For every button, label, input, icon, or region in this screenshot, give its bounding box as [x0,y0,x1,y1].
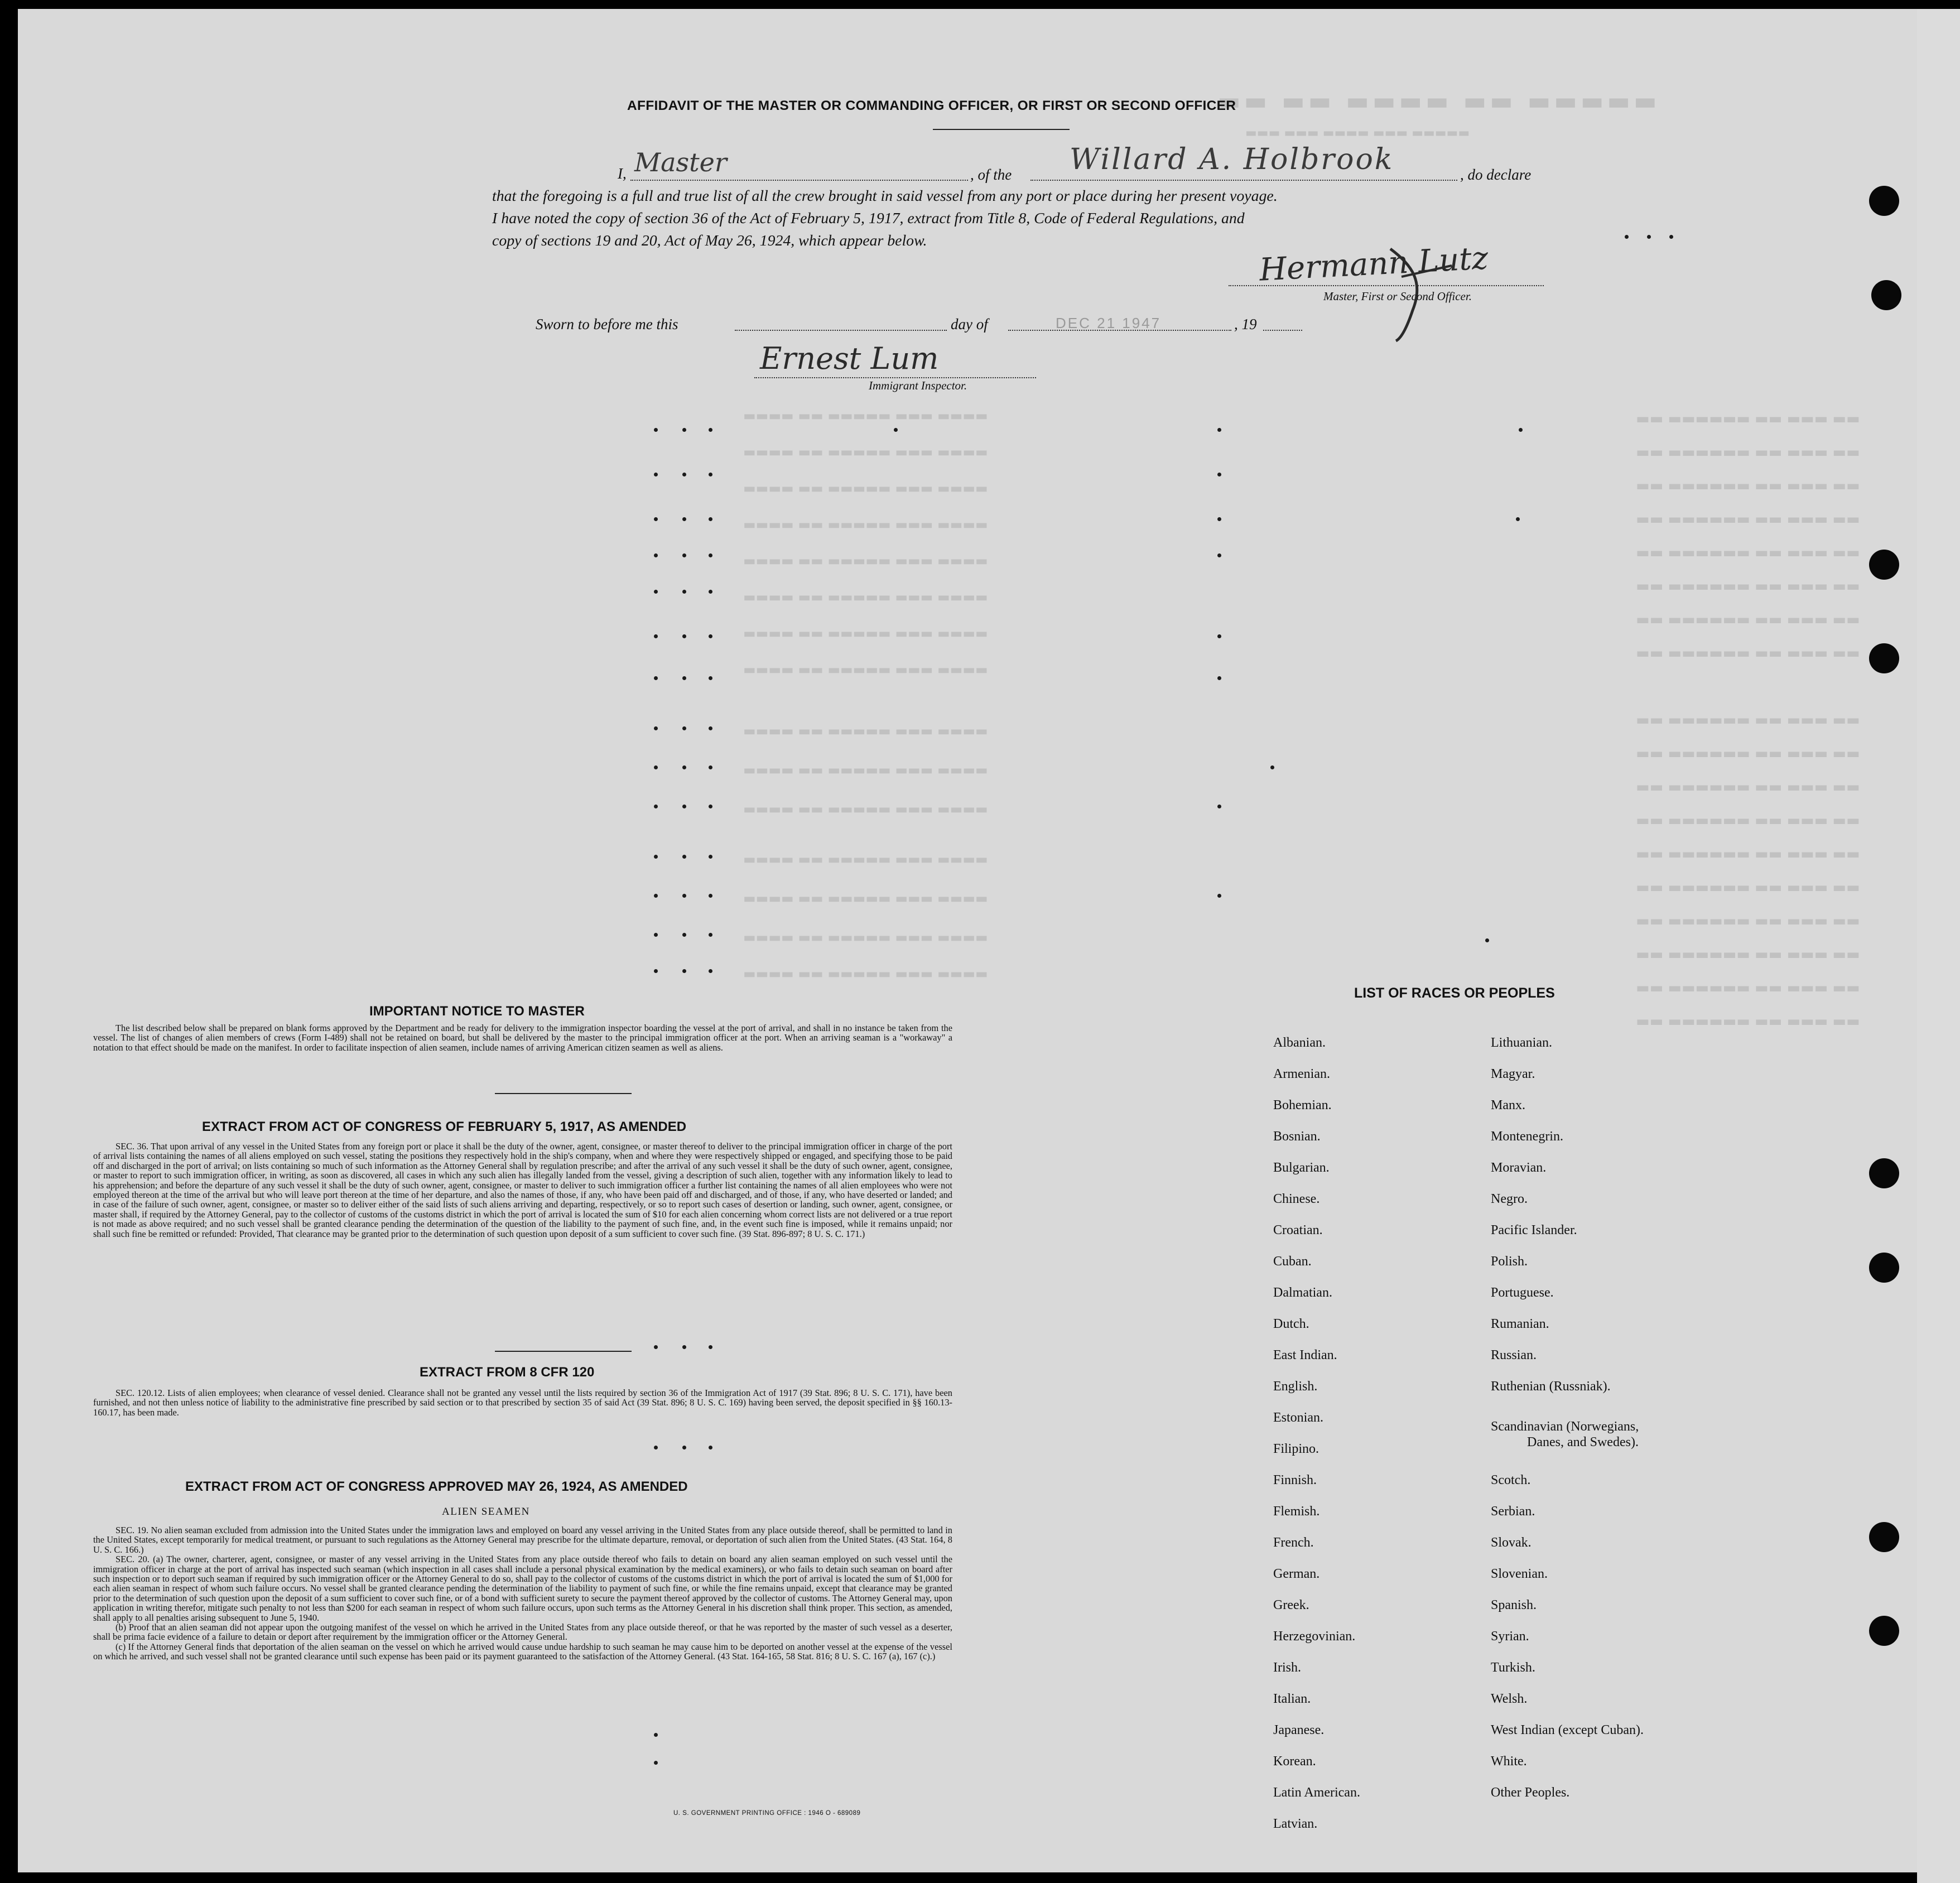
race-item: Russian. [1491,1348,1537,1362]
race-item: Lithuanian. [1491,1036,1552,1050]
master-signature-caption: Master, First or Second Officer. [1323,290,1472,303]
race-item: Portuguese. [1491,1285,1554,1300]
date-stamp: DEC 21 1947 [1056,315,1162,331]
cfr-body [93,1388,952,1417]
sec-120-12-text: SEC. 120.12. Lists of alien employees; when clearance of vessel denied. Clearance shall not be granted any vessel until the lists required by section 36 of the Immigration Act of 1917 (39 Stat. 896; 8 U. S. C. 171), have been furnished, and not then unless notice of liability to the administrative fine prescribed by said section or to that prescribed by section 35 of said Act (39 Stat. 896; 8 U. S. C. 169) having been served, the deposit specified in §§ 160.13-160.17, has been made. [93,1388,952,1418]
race-item: Polish. [1491,1254,1528,1269]
do-declare-label: , do declare [1460,166,1532,183]
notice-title: IMPORTANT NOTICE TO MASTER [369,1004,585,1019]
i-label: I, [618,165,627,182]
race-item: Filipino. [1273,1442,1319,1456]
race-item: Cuban. [1273,1254,1312,1269]
page-edge [1917,9,1960,1883]
race-item: Croatian. [1273,1223,1323,1237]
race-item: Korean. [1273,1754,1316,1769]
race-item: Scandinavian (Norwegians, [1491,1419,1639,1434]
sec-36-text: SEC. 36. That upon arrival of any vessel in the United States from any foreign port or place it shall be the duty of the owner, agent, consignee, or master thereof to deliver to the principal immigration officer in charge of the port of arrival lists containing the names of all aliens employed on such vessel, stating the positions they respectively hold in the ship's company, when and where they were respectively shipped or engaged, and specifying those to be paid off and discharged in the port of arrival; on lists containing so much of such information as the Attorney General shall by regulation prescribe; and after the arrival of any such vessel it shall be the duty of such owner, agent, consignee, or master to report to such immigration officer, in writing, as soon as discovered, all cases in which any such alien has illegally landed from the vessel, giving a description of such alien, together with any information likely to lead to his apprehension; and before the departure of any such vessel it shall be the duty of such owner, agent, consignee, or master to deliver to such immigration officer a further list containing the names of all alien employees who were not employed thereon at the time of the arrival but who will leave port thereon at the time of her departure, and also the names of those, if any, who have been paid off and discharged, and of those, if any, who have deserted or landed; and in case of the failure of such owner, agent, consignee, or master so to deliver either of the said lists of such aliens arriving and departing, respectively, or so to report such cases of desertion or landing, such owner, agent, consignee, or master shall, if required by the Attorney General, pay to the collector of customs of the customs district in which the port of arrival is located the sum of $10 for each alien concerning whom correct lists are not delivered or a true report is not made as above required; and no such vessel shall be granted clearance pending the determination of the question of the liability to the payment of such fine, and, in the event such fine is imposed, while it remains unpaid; nor shall such fine be remitted or refunded: Provided, That clearance may be granted prior to the determination of such question upon deposit of a sum sufficient to cover such fine. (39 Stat. 896-897; 8 U. S. C. 171.) [93,1141,952,1239]
year-line [1263,330,1302,331]
race-item: Serbian. [1491,1504,1535,1519]
race-item: Montenegrin. [1491,1129,1563,1144]
race-item: Manx. [1491,1098,1525,1113]
race-item: Spanish. [1491,1598,1537,1612]
race-item: East Indian. [1273,1348,1337,1362]
master-signature-line [1229,285,1544,286]
race-item: Armenian. [1273,1067,1330,1081]
races-title: LIST OF RACES OR PEOPLES [1354,985,1555,1001]
sworn-label: Sworn to before me this [536,316,678,333]
race-item: Welsh. [1491,1692,1528,1706]
extract-1917-body [93,1142,952,1239]
race-item: Scotch. [1491,1473,1531,1487]
race-item: Dutch. [1273,1317,1309,1331]
race-item: Pacific Islander. [1491,1223,1577,1237]
extract-1917-title: EXTRACT FROM ACT OF CONGRESS OF FEBRUARY 5, 1917, AS AMENDED [202,1119,687,1134]
race-item: Slovenian. [1491,1567,1548,1581]
race-item: Flemish. [1273,1504,1320,1519]
race-item: Estonian. [1273,1410,1323,1425]
race-item: Albanian. [1273,1036,1326,1050]
race-item: White. [1491,1754,1527,1769]
extract-1924-body [93,1525,952,1662]
race-item: Negro. [1491,1192,1528,1206]
sworn-day-line [735,330,947,331]
race-item: Greek. [1273,1598,1309,1612]
declaration-line-3: I have noted the copy of section 36 of the Act of February 5, 1917, extract from Title 8, Code of Federal Regulations, and [492,210,1245,227]
declaration-line-2: that the foregoing is a full and true list of all the crew brought in said vessel from any port or place during her present voyage. [492,187,1278,205]
document-page: ▬▬ ▬▬ ▬▬▬▬ ▬▬ ▬▬▬▬▬ ▬▬▬ ▬▬▬ ▬▬▬▬ ▬▬▬ ▬▬▬▬▬ ▬▬ ▬▬▬▬▬▬ ▬▬ ▬▬▬ ▬▬ ▬▬ ▬▬▬▬▬▬ ▬▬ ▬▬▬ ▬▬ ▬▬ ▬▬▬▬▬▬ ▬▬ ▬▬▬ ▬▬ ▬▬ ▬▬▬▬▬▬ ▬▬ ▬▬▬ ▬▬ ▬▬ ▬▬▬▬▬▬ ▬▬ ▬▬▬ ▬▬ ▬▬ ▬▬▬▬▬▬ ▬▬ ▬▬▬ ▬▬ ▬▬ ▬▬▬▬▬▬ ▬▬ ▬▬▬ ▬▬ ▬▬ ▬▬▬▬▬▬ ▬▬ ▬▬▬ ▬▬ ▬▬ ▬▬▬▬▬▬ ▬▬ ▬▬▬ ▬▬ ▬▬ ▬▬▬▬▬▬ ▬▬ ▬▬▬ ▬▬ ▬▬ ▬▬▬▬▬▬ ▬▬ ▬▬▬ ▬▬ ▬▬ ▬▬▬▬▬▬ ▬▬ ▬▬▬ ▬▬ ▬▬ ▬▬▬▬▬▬ ▬▬ ▬▬▬ ▬▬ ▬▬ ▬▬▬▬▬▬ ▬▬ ▬▬▬ ▬▬ ▬▬ ▬▬▬▬▬▬ ▬▬ ▬▬▬ ▬▬ ▬▬ ▬▬▬▬▬▬ ▬▬ ▬▬▬ ▬▬ ▬▬ ▬▬▬▬▬▬ ▬▬ ▬▬▬ ▬▬ ▬▬ ▬▬▬▬▬▬ ▬▬ ▬▬▬ ▬▬ ▬▬▬▬ ▬▬ ▬▬▬▬▬ ▬▬▬ ▬▬▬▬ ▬▬▬▬ ▬▬ ▬▬▬▬▬ ▬▬▬ ▬▬▬▬ ▬▬▬▬ ▬▬ ▬▬▬▬▬ ▬▬▬ ▬▬▬▬ ▬▬▬▬ ▬▬ ▬▬▬▬▬ ▬▬▬ ▬▬▬▬ ▬▬▬▬ ▬▬ ▬▬▬▬▬ ▬▬▬ ▬▬▬▬ ▬▬▬▬ ▬▬ ▬▬▬▬▬ ▬▬▬ ▬▬▬▬ ▬▬▬▬ ▬▬ ▬▬▬▬▬ ▬▬▬ ▬▬▬▬ ▬▬▬▬ ▬▬ ▬▬▬▬▬ ▬▬▬ ▬▬▬▬ ▬▬▬▬ ▬▬ ▬▬▬▬▬ ▬▬▬ ▬▬▬▬ ▬▬▬▬ ▬▬ ▬▬▬▬▬ ▬▬▬ ▬▬▬▬ ▬▬▬▬ ▬▬ ▬▬▬▬▬ ▬▬▬ ▬▬▬▬ ▬▬▬▬ ▬▬ ▬▬▬▬▬ ▬▬▬ ▬▬▬▬ ▬▬▬▬ ▬▬ ▬▬▬▬▬ ▬▬▬ ▬▬▬▬ ▬▬▬▬ ▬▬ ▬▬▬▬▬ ▬▬▬ ▬▬▬▬ ▬▬▬▬ ▬▬ ▬▬▬▬▬ ▬▬▬ ▬▬▬▬ AFFIDAVIT OF THE MASTER OR COMMANDING OFFICER, OR FIRST OR SECOND OFFICER I, Master , of the Willard A. Holbrook , do declare that the foregoing is a full and true list of all the crew brought in said vessel from any port or place during her present voyage. I have noted the copy of section 36 of the Act of February 5, 1917, extract from Title 8, Code of Federal Regulations, and copy of sections 19 and 20, Act of May 26, 1924, which appear below. Hermann Lutz Master, First or Second Officer. Sworn to before me this day of DEC 21 1947 , 19 Ernest Lum Immigrant Inspector. IMPORTANT NOTICE TO MASTER The list described below shall be prepared on blank forms approved by the Department and be ready for delivery to the immigration inspector boarding the vessel at the port of arrival, and shall in no instance be taken from the vessel. The list of changes of alien members of crews (Form I-489) shall not be retained on board, but shall be delivered by the master to the principal immigration officer at the port. When an arriving seaman is a "workaway" a notation to that effect should be made on the manifest. In order to facilitate inspection of alien seamen, include names of arriving American citizen seamen as well as aliens. EXTRACT FROM ACT OF CONGRESS OF FEBRUARY 5, 1917, AS AMENDED SEC. 36. That upon arrival of any vessel in the United States from any foreign port or place it shall be the duty of the owner, agent, consignee, or master thereof to deliver to the principal immigration officer in charge of the port of arrival lists containing the names of all aliens employed on such vessel, stating the positions they respectively hold in the ship's company, when and where they were respectively shipped or engaged, and specifying those to be paid off and discharged in the port of arrival; on lists containing so much of such information as the Attorney General shall by regulation prescribe; and after the arrival of any such vessel it shall be the duty of such owner, agent, consignee, or master to report to such immigration officer, in writing, as soon as discovered, all cases in which any such alien has illegally landed from the vessel, giving a description of such alien, together with any information likely to lead to his apprehension; and before the departure of any such vessel it shall be the duty of such owner, agent, consignee, or master to deliver to such immigration officer a further list containing the names of all alien employees who were not employed thereon at the time of the arrival but who will leave port thereon at the time of her departure, and also the names of those, if any, who have been paid off and discharged, and of those, if any, who have deserted or landed; and in case of the failure of such owner, agent, consignee, or master so to deliver either of the said lists of such aliens arriving and departing, respectively, or so to report such cases of desertion or landing, such owner, agent, consignee, or master shall, if required by the Attorney General, pay to the collector of customs of the customs district in which the port of arrival is located the sum of $10 for each alien concerning whom correct lists are not delivered or a true report is not made as above required; and no such vessel shall be granted clearance pending the determination of the question of the liability to the payment of such fine, and, in the event such fine is imposed, while it remains unpaid; nor shall such fine be remitted or refunded: Provided, That clearance may be granted prior to the determination of such question upon deposit of a sum sufficient to cover such fine. (39 Stat. 896-897; 8 U. S. C. 171.) EXTRACT FROM 8 CFR 120 SEC. 120.12. Lists of alien employees; when clearance of vessel denied. Clearance shall not be granted any vessel until the lists required by section 36 of the Immigration Act of 1917 (39 Stat. 896; 8 U. S. C. 171), have been furnished, and not then unless notice of liability to the administrative fine prescribed by said section or to that prescribed by section 35 of said Act (39 Stat. 896; 8 U. S. C. 169) having been served, the deposit specified in §§ 160.13-160.17, has been made. EXTRACT FROM ACT OF CONGRESS APPROVED MAY 26, 1924, AS AMENDED ALIEN SEAMEN SEC. 19. No alien seaman excluded from admission into the United States under the immigration laws and employed on board any vessel arriving in the United States from any place outside thereof, shall be permitted to land in the United States, except temporarily for medical treatment, or pursuant to such regulations as the Attorney General may prescribe for the ultimate departure, removal, or deportation of such alien from the United States. (43 Stat. 164, 8 U. S. C. 166.) SEC. 20. (a) The owner, charterer, agent, consignee, or master of any vessel arriving in the United States from any place outside thereof who fails to detain on board any alien seaman employed on such vessel until the immigration officer in charge at the port of arrival has inspected such seaman (which inspection in all cases shall include a personal physical examination by the medical examiners), or who fails to detain such seaman on board after such inspection or to deport such seaman if required by such immigration officer or the Attorney General to do so, shall pay to the collector of customs of the customs district in which the port of arrival is located the sum of $1,000 for each alien seaman in respect of whom such failure occurs. No vessel shall be granted clearance pending the determination of the liability to payment of such fine, or while the fine remains unpaid, except that clearance may be granted prior to the determination of such question upon the deposit of a sum sufficient to cover such fine, or of a bond with sufficient surety to secure the payment thereof approved by the collector of customs. The Attorney General may, upon application in writing therefor, mitigate such penalty to not less than $200 for each seaman in respect of whom such failure occurs, upon such terms as the Attorney General in his discretion shall think proper. This section, as amended, shall apply to all penalties arising subsequent to June 5, 1940. (b) Proof that an alien seaman did not appear upon the outgoing manifest of the vessel on which he arrived in the United States from any place outside thereof, or that he was reported by the master of such vessel as a deserter, shall be prima facie evidence of a failure to detain or deport after requirement by the immigration officer or the Attorney General. (c) If the Attorney General finds that deportation of the alien seaman on the vessel on which he arrived would cause undue hardship to such seaman he may cause him to be deported on another vessel at the expense of the vessel on which he arrived, and such vessel shall not be granted clearance until such expense has been paid or its payment guaranteed to the satisfaction of the Attorney General. (43 Stat. 164-165, 58 Stat. 816; 8 U. S. C. 167 (a), 167 (c).) U. S. GOVERNMENT PRINTING OFFICE : 1946 O - 689089 LIST OF RACES OR PEOPLES Albanian. Armenian. Bohemian. Bosnian. Bulgarian. Chinese. Croatian. Cuban. Dalmatian. Dutch. East Indian. English. Estonian. Filipino. Finnish. Flemish. French. German. Greek. Herzegovinian. Irish. Italian. Japanese. Korean. Latin American. Latvian. Lithuanian. Magyar. Manx. Montenegrin. Moravian. Negro. Pacific Islander. Polish. Portuguese. Rumanian. Russian. Ruthenian (Russniak). Scandinavian (Norwegians, Danes, and Swedes). Scotch. Serbian. Slovak. Slovenian. Spanish. Syrian. Turkish. Welsh. West Indian (except Cuban). White. Other Peoples. [18,9,1917,1872]
declaration-line-4: copy of sections 19 and 20, Act of May 26, 1924, which appear below. [492,232,927,249]
race-item: Herzegovinian. [1273,1629,1356,1644]
master-name-line [630,180,968,181]
printing-office-imprint: U. S. GOVERNMENT PRINTING OFFICE : 1946 O - 689089 [673,1810,861,1817]
sec-20b-text: (b) Proof that an alien seaman did not appear upon the outgoing manifest of the vessel on which he arrived in the United States from any place outside thereof, or that he was reported by the master of such vessel as a deserter, shall be prima facie evidence of a failure to detain or deport after requirement by the immigration officer or the Attorney General. [93,1622,952,1643]
race-item: Finnish. [1273,1473,1317,1487]
race-item: Dalmatian. [1273,1285,1332,1300]
race-item: Bohemian. [1273,1098,1332,1113]
race-item: Ruthenian (Russniak). [1491,1379,1611,1394]
sec-20a-text: SEC. 20. (a) The owner, charterer, agent, consignee, or master of any vessel arriving in the United States from any place outside thereof who fails to detain on board any alien seaman employed on such vessel until the immigration officer in charge at the port of arrival has inspected such seaman (which inspection in all cases shall include a personal physical examination by the medical examiners), or who fails to detain such seaman on board after such inspection or to deport such seaman if required by such immigration officer or the Attorney General to do so, shall pay to the collector of customs of the customs district in which the port of arrival is located the sum of $1,000 for each alien seaman in respect of whom such failure occurs. No vessel shall be granted clearance pending the determination of the liability to payment of such fine, or while the fine remains unpaid, except that clearance may be granted prior to the determination of such question upon the deposit of a sum sufficient to cover such fine, or of a bond with sufficient surety to secure the payment thereof approved by the collector of customs. The Attorney General may, upon application in writing therefor, mitigate such penalty to not less than $200 for each seaman in respect of whom such failure occurs, upon such terms as the Attorney General in his discretion shall think proper. This section, as amended, shall apply to all penalties arising subsequent to June 5, 1940. [93,1554,952,1623]
sec-19-text: SEC. 19. No alien seaman excluded from admission into the United States under the immigration laws and employed on board any vessel arriving in the United States from any place outside thereof, shall be permitted to land in the United States, except temporarily for medical treatment, or pursuant to such regulations as the Attorney General may prescribe for the ultimate departure, removal, or deportation of such alien from the United States. (43 Stat. 164, 8 U. S. C. 166.) [93,1525,952,1555]
race-item: Italian. [1273,1692,1311,1706]
race-item: Danes, and Swedes). [1527,1435,1639,1449]
race-item: Moravian. [1491,1160,1547,1175]
cfr-title: EXTRACT FROM 8 CFR 120 [420,1365,595,1380]
notice-body [93,1023,952,1052]
race-item: West Indian (except Cuban). [1491,1723,1644,1737]
inspector-caption: Immigrant Inspector. [869,379,967,392]
inspector-signature-line [754,377,1036,378]
of-the-label: , of the [970,166,1012,183]
vessel-name: Willard A. Holbrook [1070,143,1394,176]
race-item: Bosnian. [1273,1129,1321,1144]
race-item: Slovak. [1491,1535,1532,1550]
race-item: German. [1273,1567,1320,1581]
race-item: Chinese. [1273,1192,1320,1206]
extract-1917-rule [495,1351,632,1352]
race-item: Japanese. [1273,1723,1325,1737]
race-item: English. [1273,1379,1318,1394]
race-item: Magyar. [1491,1067,1535,1081]
race-item: French. [1273,1535,1314,1550]
race-item: Turkish. [1491,1660,1535,1675]
day-of-label: day of [951,316,988,333]
race-item: Latvian. [1273,1817,1318,1831]
race-item: Other Peoples. [1491,1785,1570,1800]
race-item: Bulgarian. [1273,1160,1330,1175]
master-name: Master [634,147,727,177]
race-item: Latin American. [1273,1785,1360,1800]
nineteen-label: , 19 [1234,316,1257,333]
notice-text: The list described below shall be prepared on blank forms approved by the Department and be ready for delivery to the immigration inspector boarding the vessel at the port of arrival, and shall in no instance be taken from the vessel. The list of changes of alien members of crews (Form I-489) shall not be retained on board, but shall be delivered by the master to the principal immigration officer at the port. When an arriving seaman is a "workaway" a notation to that effect should be made on the manifest. In order to facilitate inspection of alien seamen, include names of arriving American citizen seamen as well as aliens. [93,1023,952,1053]
sec-20c-text: (c) If the Attorney General finds that deportation of the alien seaman on the vessel on which he arrived would cause undue hardship to such seaman he may cause him to be deported on another vessel at the expense of the vessel on which he arrived, and such vessel shall not be granted clearance until such expense has been paid or its payment guaranteed to the satisfaction of the Attorney General. (43 Stat. 164-165, 58 Stat. 816; 8 U. S. C. 167 (a), 167 (c).) [93,1641,952,1662]
inspector-signature: Ernest Lum [760,341,939,376]
vessel-name-line [1030,180,1457,181]
master-signature: Hermann Lutz [1258,240,1489,288]
notice-rule [495,1093,632,1094]
race-item: Syrian. [1491,1629,1529,1644]
race-item: Irish. [1273,1660,1301,1675]
title-rule [933,129,1070,130]
extract-1924-title: EXTRACT FROM ACT OF CONGRESS APPROVED MAY 26, 1924, AS AMENDED [185,1479,688,1494]
race-item: Rumanian. [1491,1317,1549,1331]
alien-seamen-subtitle: ALIEN SEAMEN [442,1506,530,1518]
affidavit-title: AFFIDAVIT OF THE MASTER OR COMMANDING OFFICER, OR FIRST OR SECOND OFFICER [627,98,1236,113]
